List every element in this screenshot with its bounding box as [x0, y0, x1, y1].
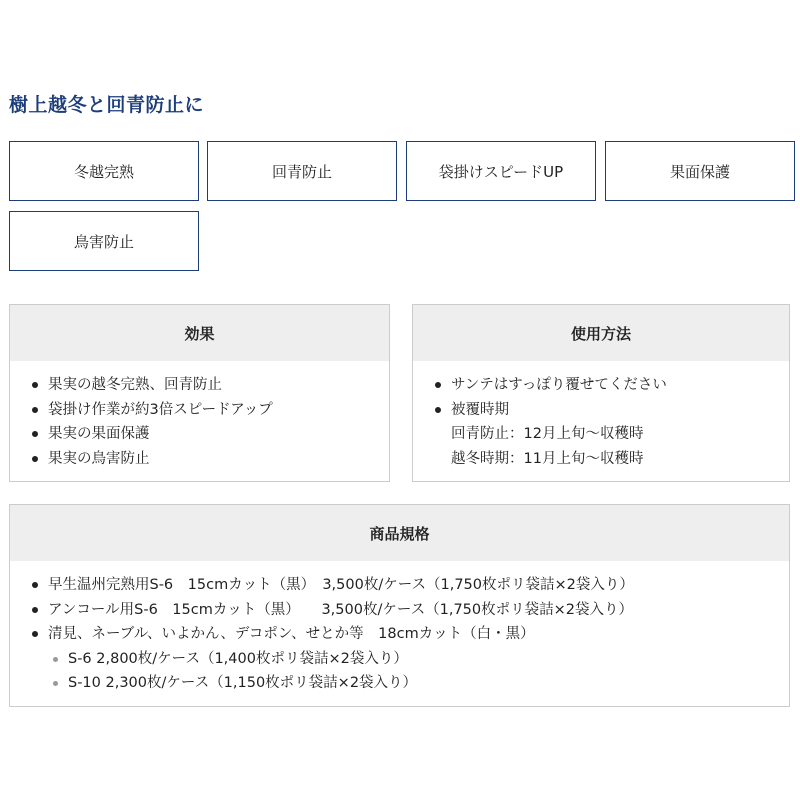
- usage-detail-regreening: 回青防止：12月上旬～収穫時: [451, 426, 644, 442]
- list-item: 果実の果面保護: [38, 422, 389, 447]
- list-item: アンコール用S-6 15cmカット（黒） 3,500枚/ケース（1,750枚ポリ袋詰×2袋入り）: [38, 598, 789, 623]
- feature-button-fruit-surface-protection[interactable]: 果面保護: [605, 141, 795, 201]
- list-item: 被覆時期: [441, 398, 789, 423]
- specs-list: [38, 573, 789, 696]
- feature-button-winter-ripening[interactable]: 冬越完熟: [9, 141, 199, 201]
- usage-list: [441, 373, 789, 471]
- feature-button-bagging-speed-up[interactable]: 袋掛けスピードUP: [406, 141, 596, 201]
- list-item: サンテはすっぽり覆せてください: [441, 373, 789, 398]
- list-item: 早生温州完熟用S-6 15cmカット（黒） 3,500枚/ケース（1,750枚ポリ袋詰×2袋入り）: [38, 573, 789, 598]
- feature-button-bird-damage-prevention[interactable]: 鳥害防止: [9, 211, 199, 271]
- specs-panel: [9, 504, 790, 707]
- effects-heading: 効果: [10, 305, 389, 361]
- list-subitem: S-10 2,300枚/ケース（1,150枚ポリ袋詰×2袋入り）: [38, 671, 789, 696]
- feature-button-regreening-prevention[interactable]: 回青防止: [207, 141, 397, 201]
- list-item: 袋掛け作業が約3倍スピードアップ: [38, 398, 389, 423]
- effects-list: [38, 373, 389, 471]
- page-title: 樹上越冬と回青防止に: [9, 94, 205, 116]
- effects-panel: [9, 304, 390, 482]
- list-item: 果実の鳥害防止: [38, 447, 389, 472]
- specs-heading: 商品規格: [10, 505, 789, 561]
- list-item: 果実の越冬完熟、回青防止: [38, 373, 389, 398]
- usage-detail-wintering: 越冬時期：11月上旬～収穫時: [451, 450, 644, 467]
- usage-heading: 使用方法: [413, 305, 789, 361]
- usage-panel: [412, 304, 790, 482]
- list-subitem: S-6 2,800枚/ケース（1,400枚ポリ袋詰×2袋入り）: [38, 647, 789, 672]
- list-item: 清見、ネーブル、いよかん、デコポン、せとか等 18cmカット（白・黒）: [38, 622, 789, 647]
